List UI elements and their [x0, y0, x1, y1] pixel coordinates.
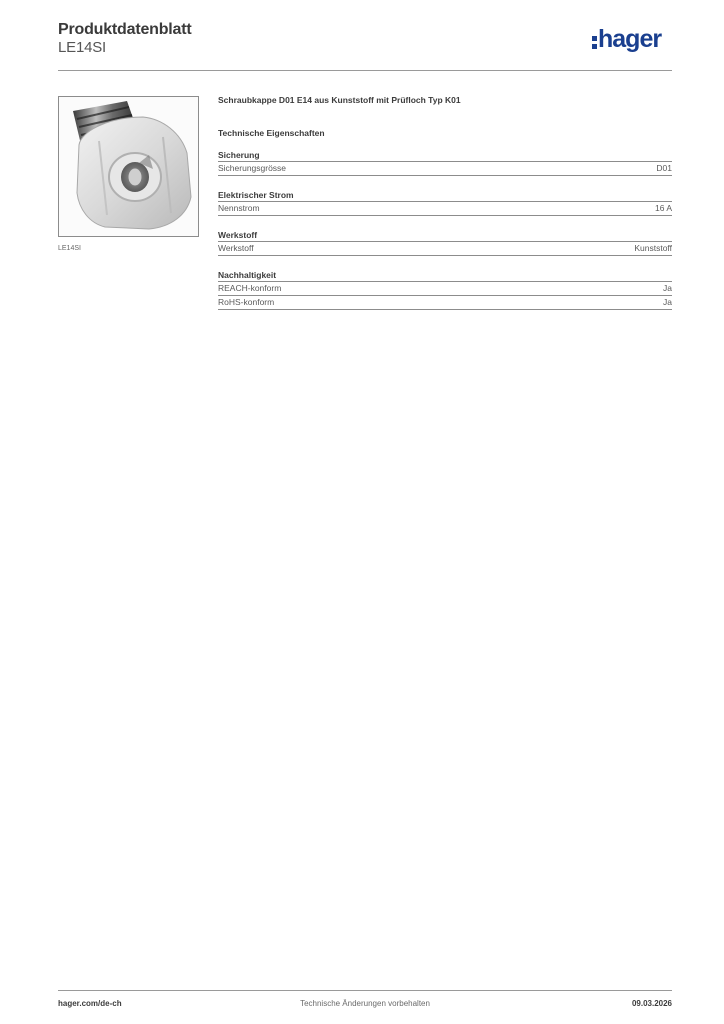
property-label: Nennstrom — [218, 203, 260, 213]
property-value: Ja — [663, 283, 672, 293]
property-label: Werkstoff — [218, 243, 254, 253]
logo-text: hager — [598, 25, 662, 53]
property-group-elektrischer-strom — [218, 189, 672, 216]
property-value: Ja — [663, 297, 672, 307]
property-label: Sicherungsgrösse — [218, 163, 287, 173]
product-description: Schraubkappe D01 E14 aus Kunststoff mit Prüfloch Typ K01 — [218, 95, 461, 105]
document-title: Produktdatenblatt — [58, 21, 192, 38]
property-group-werkstoff — [218, 229, 672, 256]
property-label: REACH-konform — [218, 283, 282, 293]
footer-note: Technische Änderungen vorbehalten — [300, 999, 430, 1008]
property-row — [218, 282, 672, 296]
group-title: Werkstoff — [218, 229, 672, 242]
property-row — [218, 162, 672, 176]
product-code: LE14SI — [58, 39, 107, 56]
page-header — [58, 20, 672, 71]
property-label: RoHS-konform — [218, 297, 275, 307]
product-image — [58, 96, 199, 237]
hager-logo — [592, 27, 672, 55]
property-row — [218, 202, 672, 216]
technical-properties-heading: Technische Eigenschaften — [218, 128, 325, 138]
screw-cap-icon — [59, 97, 198, 236]
property-group-nachhaltigkeit — [218, 269, 672, 310]
property-value: D01 — [656, 163, 672, 173]
footer-date: 09.03.2026 — [631, 999, 672, 1008]
property-value: 16 A — [654, 203, 672, 213]
group-title: Elektrischer Strom — [218, 189, 672, 202]
image-caption: LE14SI — [58, 245, 81, 252]
property-row — [218, 296, 672, 310]
property-value: Kunststoff — [634, 243, 672, 253]
group-title: Nachhaltigkeit — [218, 269, 672, 282]
property-row — [218, 242, 672, 256]
property-group-sicherung — [218, 149, 672, 176]
page-footer — [58, 990, 672, 1013]
group-title: Sicherung — [218, 149, 672, 162]
footer-website-link[interactable]: hager.com/de-ch — [58, 999, 122, 1008]
product-details — [218, 92, 672, 310]
